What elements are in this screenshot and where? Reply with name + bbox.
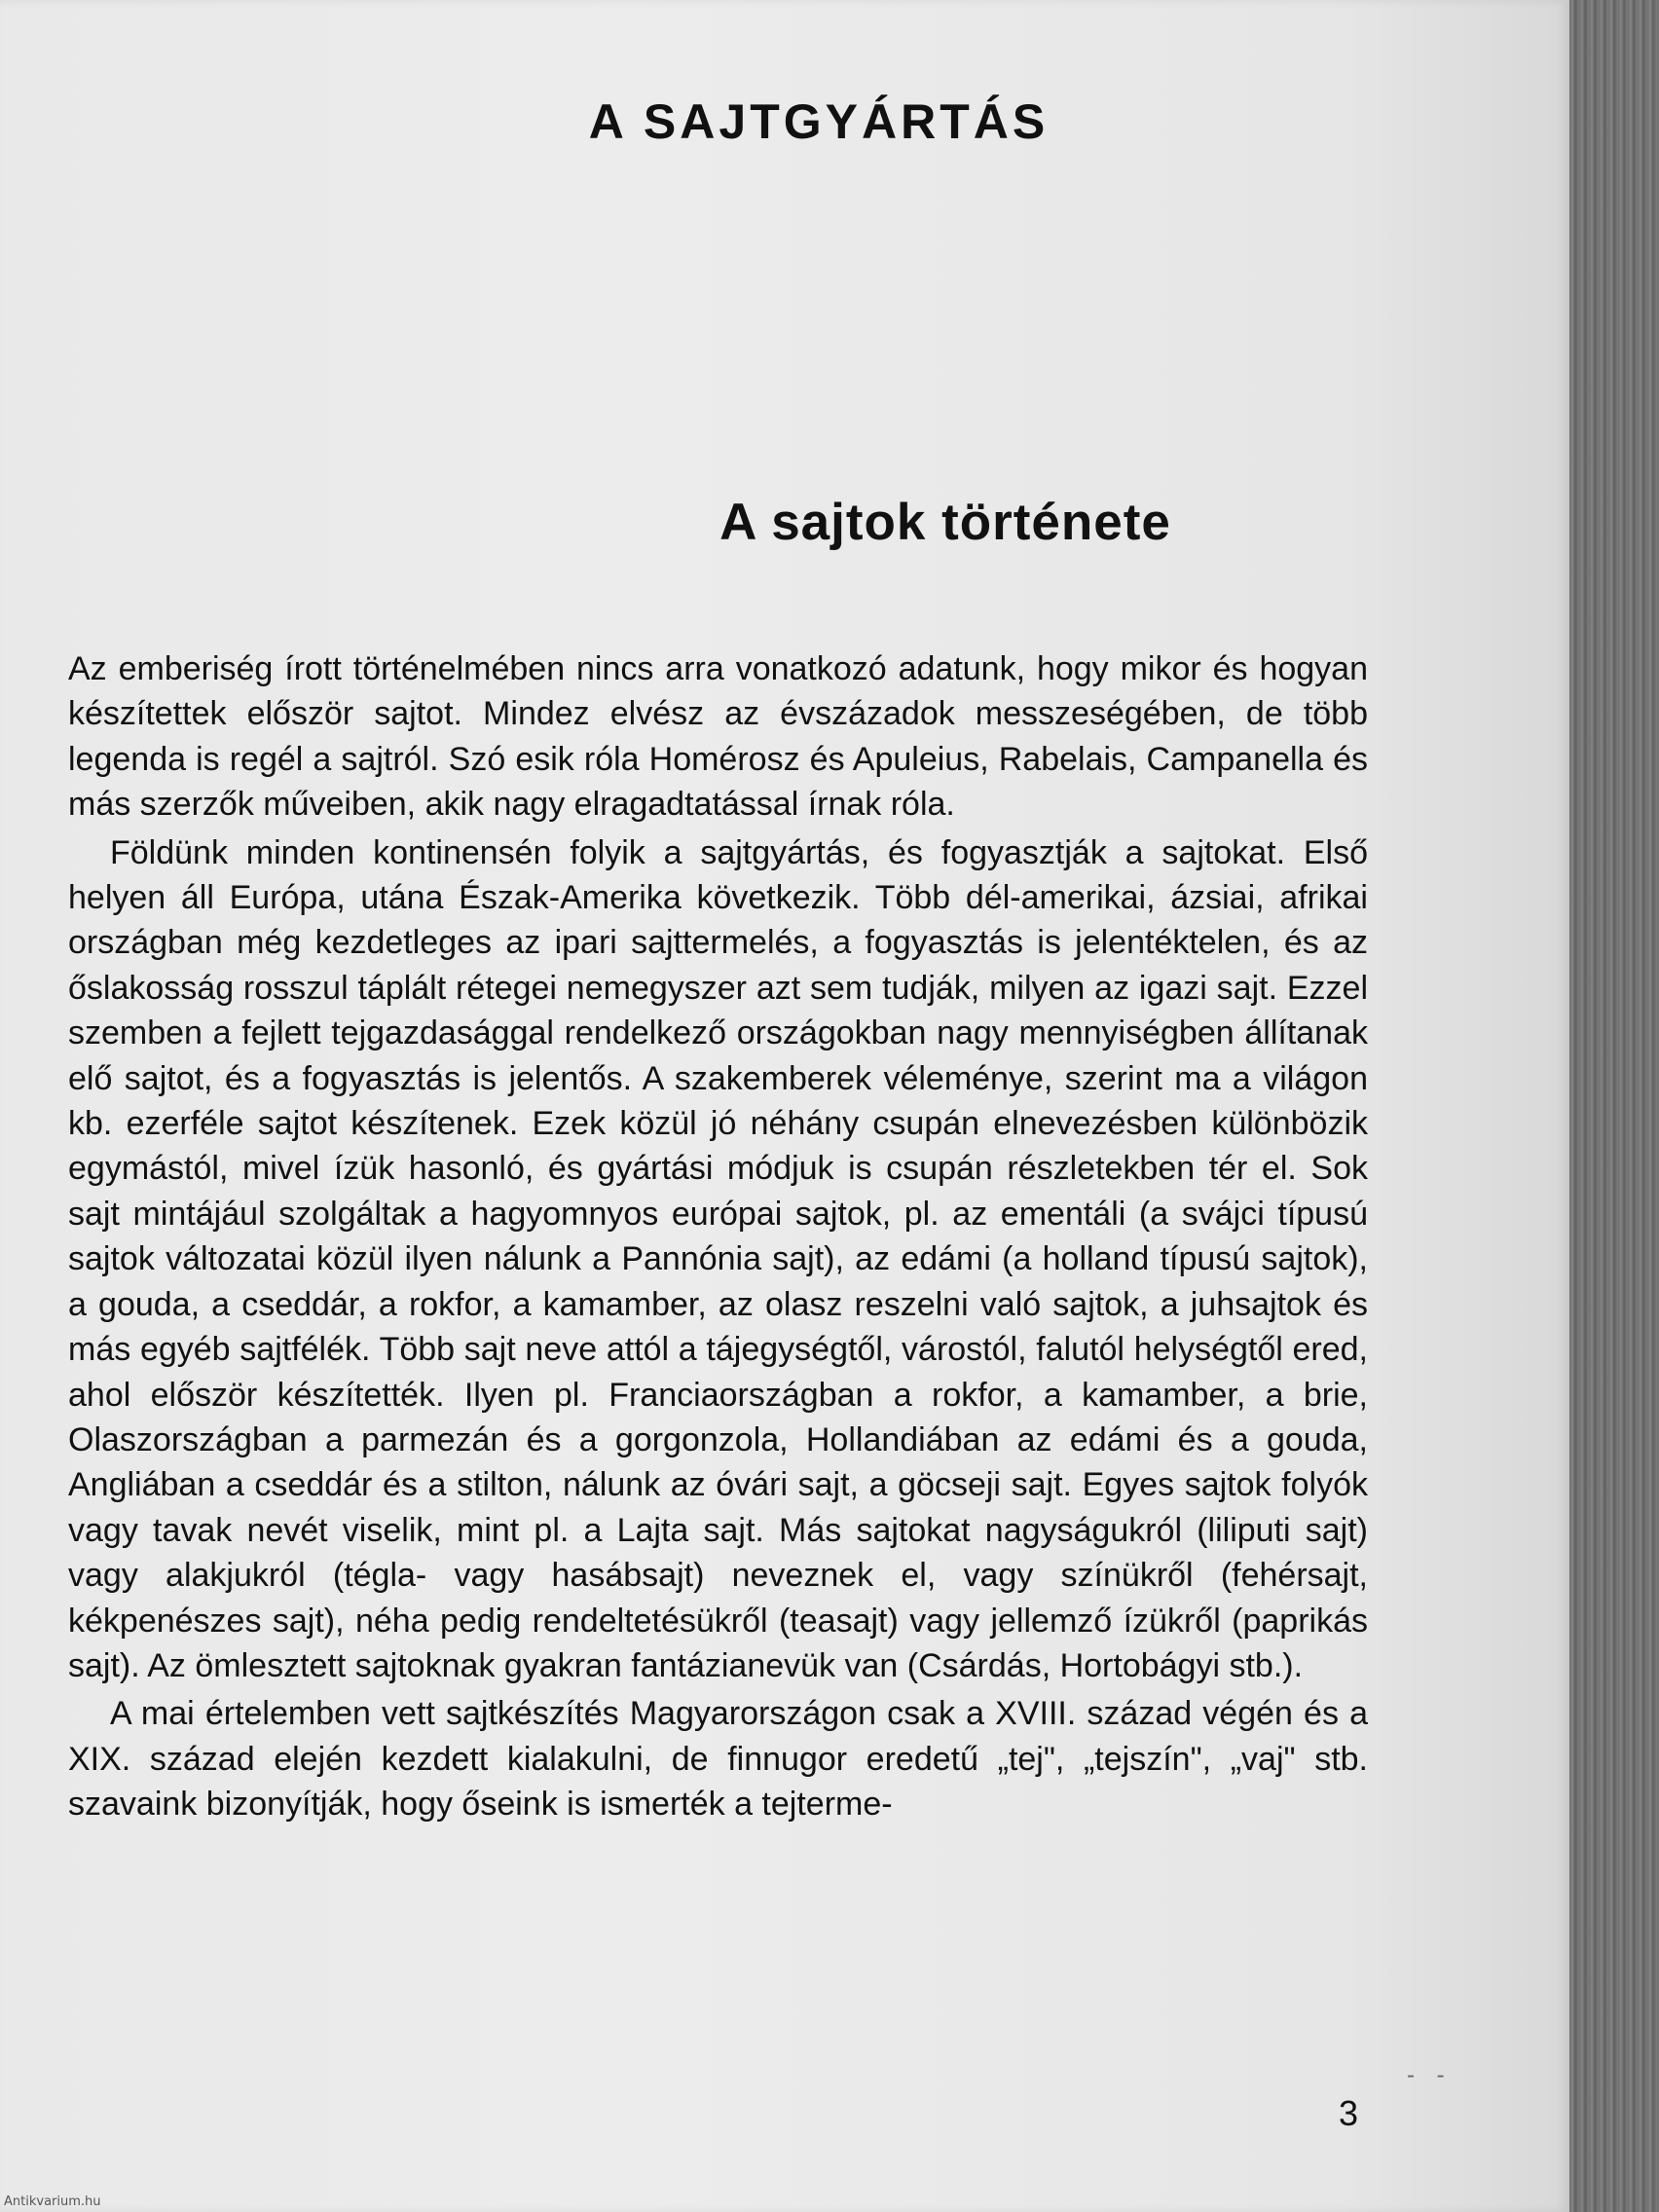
- section-title: [0, 493, 1569, 552]
- body-text: [68, 646, 1368, 1827]
- page-number: 3: [1339, 2093, 1359, 2133]
- paragraph-3: A mai értelemben vett sajtkészítés Magyarországon csak a XVIII. század végén és a XIX. század elején kezdett kialakulni, de finnugor eredetű „tej", „tejszín", „vaj" stb. szavaink bizonyítják, hogy őseink is ismerték a tejterme-: [68, 1695, 1368, 1824]
- chapter-title-text: A SAJTGYÁRTÁS: [588, 94, 1050, 149]
- chapter-title: [0, 93, 1569, 150]
- watermark: Antikvarium.hu: [4, 2194, 101, 2209]
- section-title-text: A sajtok története: [719, 494, 1171, 551]
- paragraph-1: Az emberiség írott történelmében nincs arra vonatkozó adatunk, hogy mikor és hogyan készítettek először sajtot. Mindez elvész az évszázadok messzeségében, de több legenda is regél a sajtról. Szó esik róla Homérosz és Apuleius, Rabelais, Campanella és más szerzők műveiben, akik nagy elragadtatással írnak róla.: [68, 650, 1368, 824]
- paragraph-2: Földünk minden kontinensén folyik a sajtgyártás, és fogyasztják a sajtokat. Első helyen áll Európa, utána Észak-Amerika következik. Több dél-amerikai, ázsiai, afrikai országban még kezdetleges az ipari sajttermelés, a fogyasztás is jelentéktelen, és az őslakosság rosszul táplált rétegei nemegyszer azt sem tudják, milyen az igazi sajt. Ezzel szemben a fejlett tejgazdasággal rendelkező országokban nagy mennyiségben állítanak elő sajtot, és a fogyasztás is jelentős. A szakemberek véleménye, szerint ma a világon kb. ezerféle sajtot készítenek. Ezek közül jó néhány csupán elnevezésben különbözik egymástól, mivel ízük hasonló, és gyártási módjuk is csupán részletekben tér el. Sok sajt mintájául szolgáltak a hagyomnyos európai sajtok, pl. az ementáli (a svájci típusú sajtok változatai közül ilyen nálunk a Pannónia sajt), az edámi (a holland típusú sajtok), a gouda, a cseddár, a rokfor, a kamamber, az olasz reszelni való sajtok, a juhsajtok és más egyéb sajtfélék. Több sajt neve attól a tájegységtől, várostól, falutól helységtől ered, ahol először készítették. Ilyen pl. Franciaországban a rokfor, a kamamber, a brie, Olaszországban a parmezán és a gorgonzola, Hollandiában az edámi és a gouda, Angliában a cseddár és a stilton, nálunk az óvári sajt, a göcseji sajt. Egyes sajtok folyók vagy tavak nevét viselik, mint pl. a Lajta sajt. Más sajtokat nagyságukról (liliputi sajt) vagy alakjukról (tégla- vagy hasábsajt) neveznek el, vagy színükről (fehérsajt, kékpenészes sajt), néha pedig rendeltetésükről (teasajt) vagy jellemző ízükről (paprikás sajt). Az ömlesztett sajtoknak gyakran fantázianevük van (Csárdás, Hortobágyi stb.).: [68, 833, 1368, 1684]
- adjacent-pages-edge: [1569, 0, 1659, 2212]
- footnote-mark: - -: [1407, 2062, 1453, 2088]
